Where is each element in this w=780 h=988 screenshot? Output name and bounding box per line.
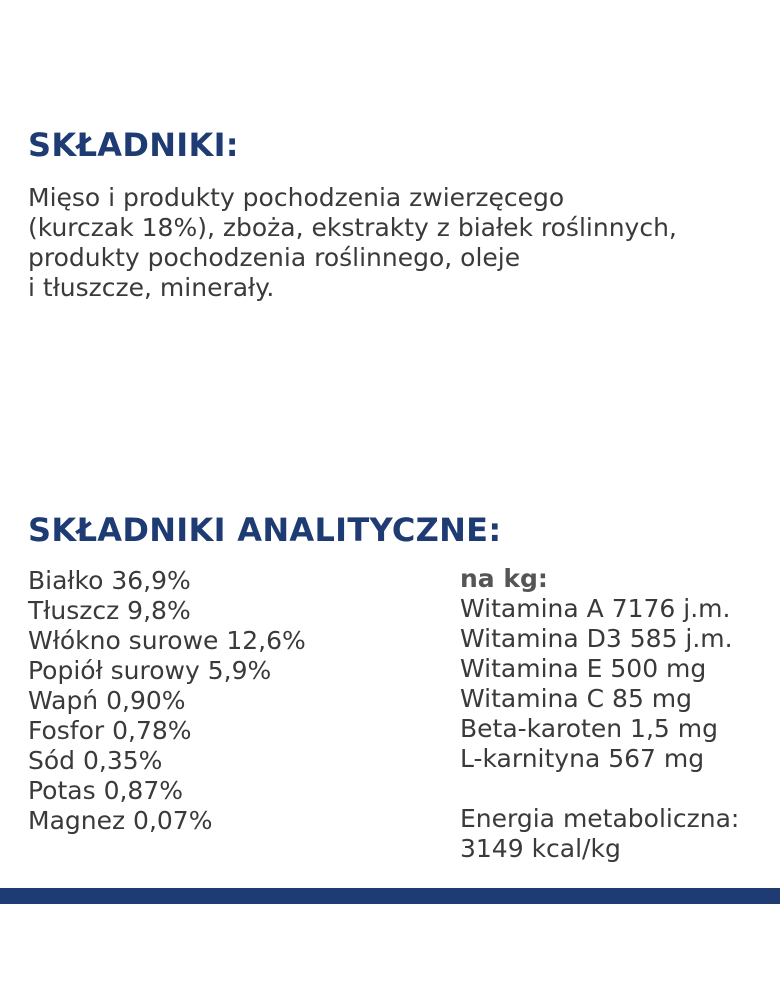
constituent-fat: Tłuszcz 9,8% xyxy=(28,596,191,625)
constituent-fibre: Włókno surowe 12,6% xyxy=(28,626,306,655)
additive-vitamin-a: Witamina A 7176 j.m. xyxy=(460,594,731,623)
ingredients-line: produkty pochodzenia roślinnego, oleje xyxy=(28,243,521,272)
constituent-phosphorus: Fosfor 0,78% xyxy=(28,716,192,745)
additive-vitamin-d3: Witamina D3 585 j.m. xyxy=(460,624,733,653)
constituent-magnesium: Magnez 0,07% xyxy=(28,806,213,835)
additive-vitamin-e: Witamina E 500 mg xyxy=(460,654,707,683)
constituent-protein: Białko 36,9% xyxy=(28,566,191,595)
footer-divider-bar xyxy=(0,888,780,904)
ingredients-text xyxy=(28,183,778,303)
ingredients-line: (kurczak 18%), zboża, ekstrakty z białek roślinnych, xyxy=(28,213,677,242)
energy-value: 3149 kcal/kg xyxy=(460,834,621,863)
additive-l-carnitine: L-karnityna 567 mg xyxy=(460,744,705,773)
spacer xyxy=(460,774,739,804)
analytical-heading: SKŁADNIKI ANALITYCZNE: xyxy=(28,511,502,549)
energy-label: Energia metaboliczna: xyxy=(460,804,740,833)
constituent-calcium: Wapń 0,90% xyxy=(28,686,186,715)
per-kg-label: na kg: xyxy=(460,564,548,593)
ingredients-heading: SKŁADNIKI: xyxy=(28,126,239,164)
additive-beta-carotene: Beta-karoten 1,5 mg xyxy=(460,714,718,743)
additive-vitamin-c: Witamina C 85 mg xyxy=(460,684,693,713)
ingredients-line: i tłuszcze, minerały. xyxy=(28,273,275,302)
constituent-potassium: Potas 0,87% xyxy=(28,776,183,805)
constituent-ash: Popiół surowy 5,9% xyxy=(28,656,272,685)
additives-per-kg-list xyxy=(460,564,739,864)
analytical-constituents-list xyxy=(28,566,306,836)
ingredients-line: Mięso i produkty pochodzenia zwierzęcego xyxy=(28,183,565,212)
constituent-sodium: Sód 0,35% xyxy=(28,746,163,775)
